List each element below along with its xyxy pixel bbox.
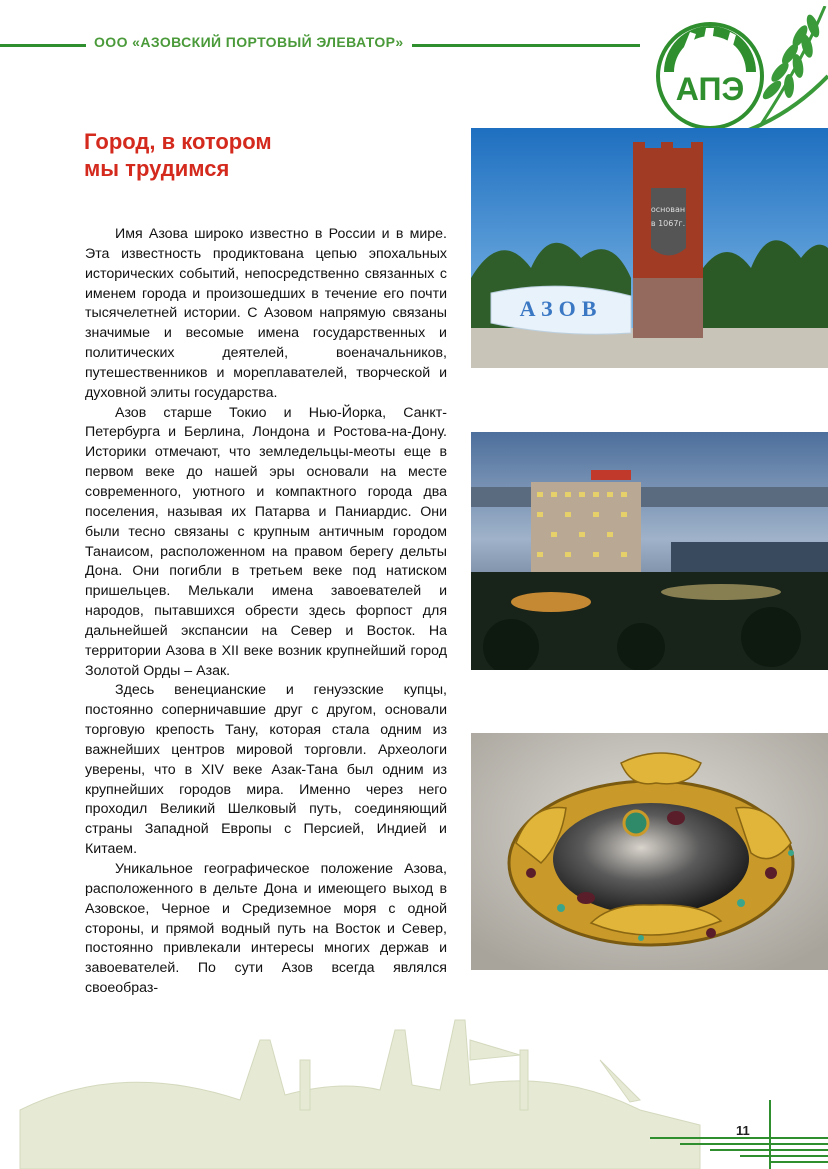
- title-line-2: мы трудимся: [84, 156, 230, 181]
- photo-gold-phalera: [471, 733, 828, 970]
- ape-logo: [650, 6, 828, 146]
- page-number: 11: [736, 1123, 750, 1138]
- paragraph-4: Уникальное географическое положение Азова, расположенного в дельте Дона и имеющего выход в Азовское, Черное и Средиземное моря с одной стороны, и прямой водный путь на Восток и Север, постоянно привлекали интересы многих держав и завоевателей. По сути Азов всегда являлся своеобраз-: [85, 861, 447, 997]
- organization-name: ООО «АЗОВСКИЙ ПОРТОВЫЙ ЭЛЕВАТОР»: [86, 34, 412, 50]
- plaque-line-2: в 1067г.: [650, 219, 686, 228]
- footer-cityscape-art: [0, 1000, 828, 1169]
- paragraph-1: Имя Азова широко известно в России и в мире. Эта известность продиктована цепью эпохальных исторических событий, непосредственно связанных с именем города и произошедших в течение его почти тысячелетней истории. С Азовом напрямую связаны значимые и весомые имена государственных и политических деятелей, военачальников, путешественников и мореплавателей, творческой и духовной элиты государства.: [85, 226, 447, 401]
- article-title: [84, 128, 272, 182]
- article-body: [85, 225, 447, 999]
- logo-text: АПЭ: [675, 71, 745, 107]
- title-line-1: Город, в котором: [84, 129, 272, 154]
- paragraph-3: Здесь венецианские и генуэзские купцы, постоянно соперничавшие друг с другом, основали торговую крепость Тану, которая стала одним из важнейших центров мировой торговли. Археологи уверены, что в XIV веке Азак-Тана был одним из крупнейших городов мира. Именно через него проходил Великий Шелковый путь, соединяющий страны Западной Европы с Персией, Индией и Китаем.: [85, 682, 447, 858]
- monument-sign: АЗОВ: [519, 296, 603, 321]
- photo-azov-monument: [471, 128, 828, 368]
- photo-night-city: [471, 432, 828, 670]
- plaque-line-1: основан: [650, 205, 686, 214]
- paragraph-2: Азов старше Токио и Нью-Йорка, Санкт-Петербурга и Берлина, Лондона и Ростова-на-Дону. Историки отмечают, что земледельцы-меоты еще в первом веке до нашей эры основали на месте современного, уютного и компактного города два поселения, называя их Патарва и Паниардис. Они были тесно связаны с крупным античным городом Танаисом, расположенном на правом берегу дельты Дона. Они погибли в третьем веке под натиском пришельцев. Мелькали имена завоевателей и народов, пытавшихся обрести здесь форпост для дальнейшей экспансии на Север и Восток. На территории Азова в XII веке возник крупнейший город Золотой Орды – Азак.: [85, 404, 447, 679]
